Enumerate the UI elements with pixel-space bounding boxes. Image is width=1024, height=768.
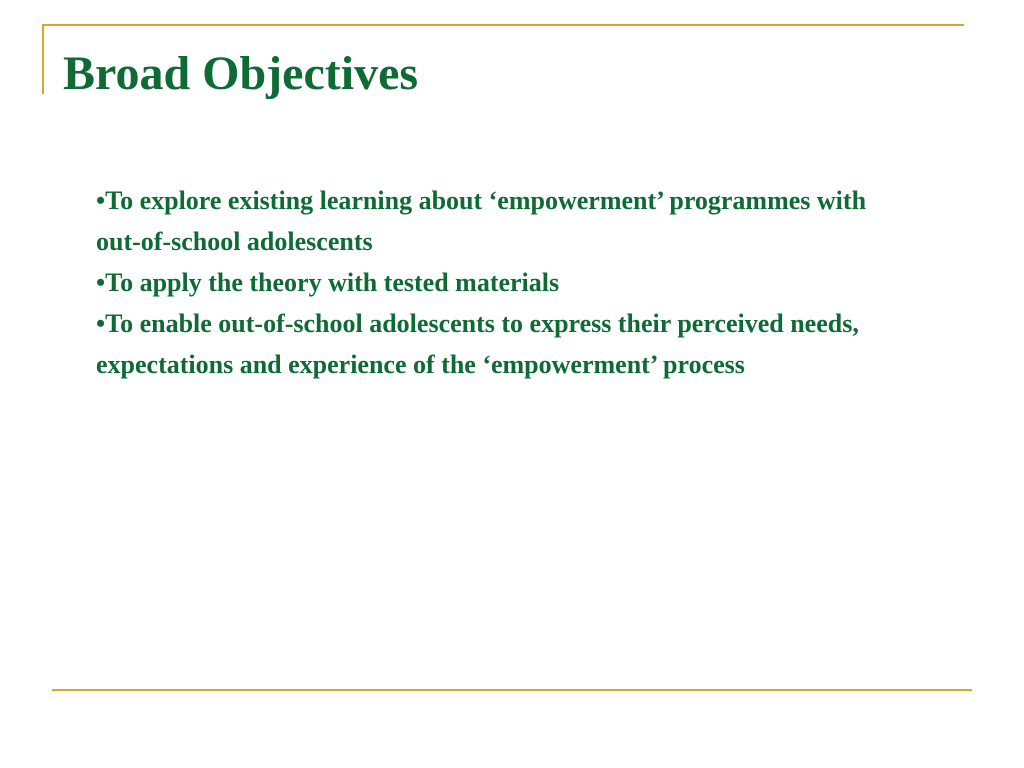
objective-text: To explore existing learning about ‘empowerment’ programmes with out-of-school adolescents: [96, 186, 867, 256]
slide-title: Broad Objectives: [63, 47, 419, 100]
bullet-marker: •: [96, 309, 106, 338]
frame-bottom-line: [52, 689, 972, 691]
frame-left-line: [42, 24, 44, 94]
objective-item: [96, 303, 916, 385]
objective-text: To enable out-of-school adolescents to express their perceived needs, expectations and experience of the ‘empowerment’ process: [96, 309, 859, 379]
bullet-marker: •: [96, 268, 106, 297]
objective-item: [96, 262, 916, 303]
bullet-marker: •: [96, 186, 106, 215]
frame-top-line: [42, 24, 964, 26]
objective-text: To apply the theory with tested materials: [105, 268, 560, 297]
objectives-list: [96, 180, 916, 385]
objective-item: [96, 180, 916, 262]
